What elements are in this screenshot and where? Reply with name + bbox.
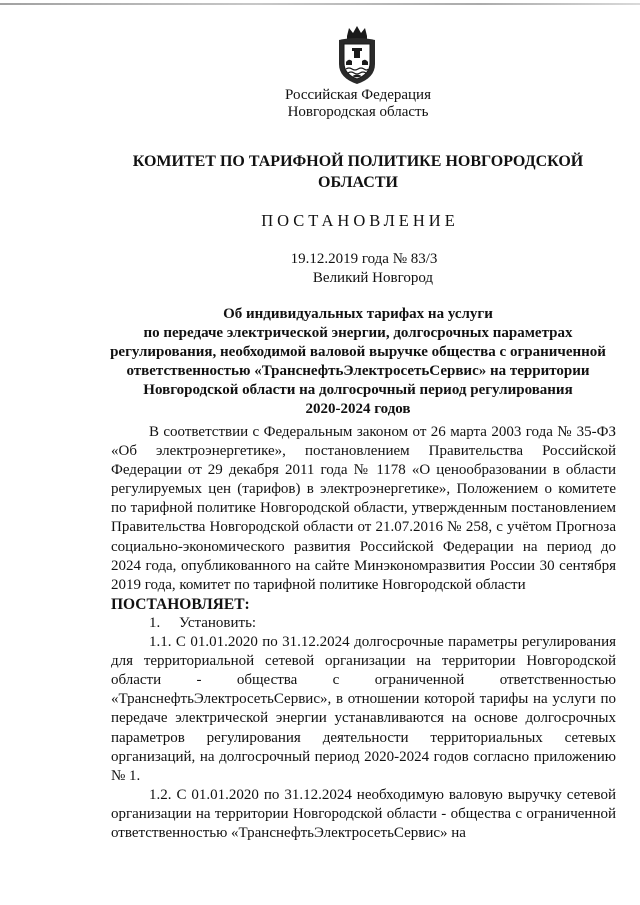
title-line-6: 2020-2024 годов (305, 401, 411, 417)
title-line-2: по передаче электрической энергии, долгосрочных параметрах (143, 325, 573, 341)
item-1-2: 1.2. С 01.01.2020 по 31.12.2024 необходимую валовую выручку сетевой организации на территории Новгородской области - общества с ограниченной ответственностью «ТранснефтьЭлектросетьСервис» на (111, 786, 616, 841)
scan-border (0, 3, 640, 5)
header-block (38, 87, 640, 121)
preamble-paragraph: В соответствии с Федеральным законом от 26 марта 2003 года № 35-ФЗ «Об электроэнергетике», постановлением Правительства Российской Федерации от 29 декабря 2011 года № 1178 «О ценообразовании в области регулируемых цен (тарифов) в электроэнергетике», Положением о комитете по тарифной политике Новгородской области, утвержденным постановлением Правительства Новгородской области от 21.07.2016 № 258, с учётом Прогноза социально-экономического развития Российской Федерации на период до 2024 года, опубликованного на сайте Минэкономразвития России 30 сентября 2019 года, комитет по тарифной политике Новгородской области (111, 424, 616, 593)
committee-name (38, 151, 640, 193)
title-line-3: регулирования, необходимой валовой выручке общества с ограниченной (110, 344, 606, 360)
title-line-1: Об индивидуальных тарифах на услуги (223, 306, 493, 322)
city-label: Великий Новгород (312, 270, 434, 286)
item-1: 1. Установить: (149, 614, 257, 631)
date-number: 19.12.2019 года № 83/3 (290, 251, 438, 267)
federation-label: Российская Федерация (285, 87, 431, 103)
document-body (111, 423, 616, 843)
coat-of-arms-icon (331, 24, 383, 86)
resolves-heading: ПОСТАНОВЛЯЕТ: (111, 595, 250, 613)
region-label: Новгородская область (287, 104, 429, 120)
document-title (38, 305, 640, 419)
item-1-1: 1.1. С 01.01.2020 по 31.12.2024 долгосрочные параметры регулирования для территориальной сетевой организации на территории Новгородской области - общества с ограниченной ответственностью «ТранснефтьЭлектросетьСервис», в отношении которой тарифы на услуги по передаче электрической энергии устанавливаются на основе долгосрочных параметров регулирования деятельности территориальных сетевых организаций, на долгосрочный период 2020-2024 годов согласно приложению № 1. (111, 634, 616, 784)
committee-line-2: ОБЛАСТИ (318, 174, 398, 191)
decree-meta (44, 250, 640, 288)
committee-line-1: КОМИТЕТ ПО ТАРИФНОЙ ПОЛИТИКЕ НОВГОРОДСКОЙ (132, 153, 584, 170)
title-line-4: ответственностью «ТранснефтьЭлектросетьСервис» на территории (126, 363, 590, 379)
document-type: ПОСТАНОВЛЕНИЕ (261, 211, 459, 230)
title-line-5: Новгородской области на долгосрочный период регулирования (143, 382, 573, 398)
